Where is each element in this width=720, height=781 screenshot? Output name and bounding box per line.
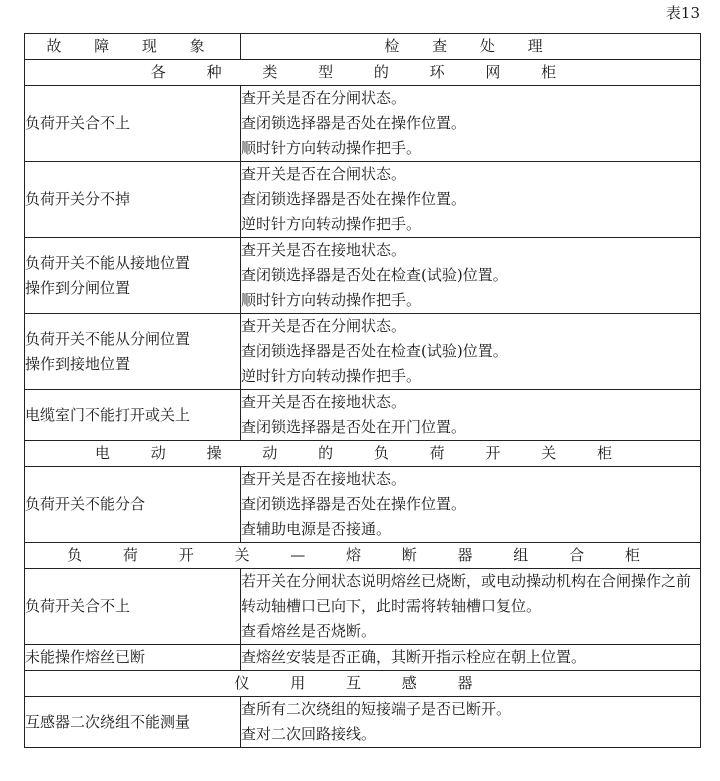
check-text: 查开关是否在分闸状态。 (241, 89, 407, 107)
fault-cell (25, 569, 241, 645)
check-text: 查所有二次绕组的短接端子是否已断开。 (241, 700, 512, 718)
section-row (25, 543, 701, 569)
section-row (25, 671, 701, 697)
table-row (25, 697, 701, 748)
fault-cell (25, 86, 241, 162)
check-text: 查闭锁选择器是否处在操作位置。 (241, 190, 467, 208)
header-fault: 故 障 现 象 (25, 34, 241, 60)
check-text: 查闭锁选择器是否处在检查(试验)位置。 (241, 342, 508, 360)
check-text: 查开关是否在接地状态。 (241, 393, 407, 411)
check-text: 查开关是否在接地状态。 (241, 241, 407, 259)
check-text: 查闭锁选择器是否处在操作位置。 (241, 495, 467, 513)
fault-cell (25, 238, 241, 314)
fault-text: 负荷开关不能从接地位置 (25, 253, 191, 272)
check-text: 顺时针方向转动操作把手。 (241, 291, 422, 309)
checks-cell (241, 314, 701, 390)
check-text: 查开关是否在接地状态。 (241, 470, 407, 488)
fault-table (24, 33, 701, 748)
table-row (25, 86, 701, 162)
check-text: 查开关是否在分闸状态。 (241, 317, 407, 335)
checks-cell (241, 569, 701, 645)
fault-cell (25, 314, 241, 390)
section-title: 仪 用 互 感 器 (25, 671, 701, 697)
fault-text: 未能操作熔丝已断 (25, 648, 146, 666)
table-number: 表13 (665, 4, 700, 22)
table-row (25, 467, 701, 543)
table-row (25, 645, 701, 671)
header-check: 检 查 处 理 (241, 34, 701, 60)
section-row (25, 441, 701, 467)
fault-text: 互感器二次绕组不能测量 (25, 712, 191, 731)
check-text: 查辅助电源是否接通。 (241, 520, 392, 538)
header-row (25, 34, 701, 60)
checks-cell (241, 390, 701, 441)
checks-cell (241, 645, 701, 671)
fault-text: 操作到接地位置 (25, 354, 131, 373)
checks-cell (241, 86, 701, 162)
fault-text: 负荷开关不能从分闸位置 (25, 329, 191, 348)
check-text: 顺时针方向转动操作把手。 (241, 139, 422, 157)
fault-cell (25, 697, 241, 748)
section-row (25, 60, 701, 86)
checks-cell (241, 467, 701, 543)
check-text: 逆时针方向转动操作把手。 (241, 215, 422, 233)
check-text: 查闭锁选择器是否处在操作位置。 (241, 114, 467, 132)
check-text: 查熔丝安装是否正确，其断开指示栓应在朝上位置。 (241, 648, 587, 666)
fault-text: 负荷开关合不上 (25, 597, 131, 615)
section-title: 负 荷 开 关 — 熔 断 器 组 合 柜 (25, 543, 701, 569)
fault-text: 操作到分闸位置 (25, 278, 131, 297)
check-text: 查闭锁选择器是否处在开门位置。 (241, 418, 467, 436)
fault-cell (25, 645, 241, 671)
table-row (25, 314, 701, 390)
fault-text: 负荷开关分不掉 (25, 190, 131, 208)
check-text: 查看熔丝是否烧断。 (241, 622, 377, 640)
check-text: 若开关在分闸状态说明熔丝已烧断，或电动操动机构在合闸操作之前转动轴槽口已向下，此时需将转轴槽口复位。 (241, 572, 692, 615)
fault-text: 负荷开关不能分合 (25, 495, 146, 513)
checks-cell (241, 238, 701, 314)
fault-text: 电缆室门不能打开或关上 (25, 405, 191, 424)
check-text: 查对二次回路接线。 (241, 725, 377, 743)
check-text: 逆时针方向转动操作把手。 (241, 367, 422, 385)
section-title: 电 动 操 动 的 负 荷 开 关 柜 (25, 441, 701, 467)
table-row (25, 569, 701, 645)
section-title: 各 种 类 型 的 环 网 柜 (25, 60, 701, 86)
table-row (25, 390, 701, 441)
check-text: 查开关是否在合闸状态。 (241, 165, 407, 183)
fault-text: 负荷开关合不上 (25, 114, 131, 132)
fault-cell (25, 390, 241, 441)
table-row (25, 162, 701, 238)
fault-cell (25, 162, 241, 238)
check-text: 查闭锁选择器是否处在检查(试验)位置。 (241, 266, 508, 284)
table-row (25, 238, 701, 314)
fault-cell (25, 467, 241, 543)
checks-cell (241, 697, 701, 748)
checks-cell (241, 162, 701, 238)
